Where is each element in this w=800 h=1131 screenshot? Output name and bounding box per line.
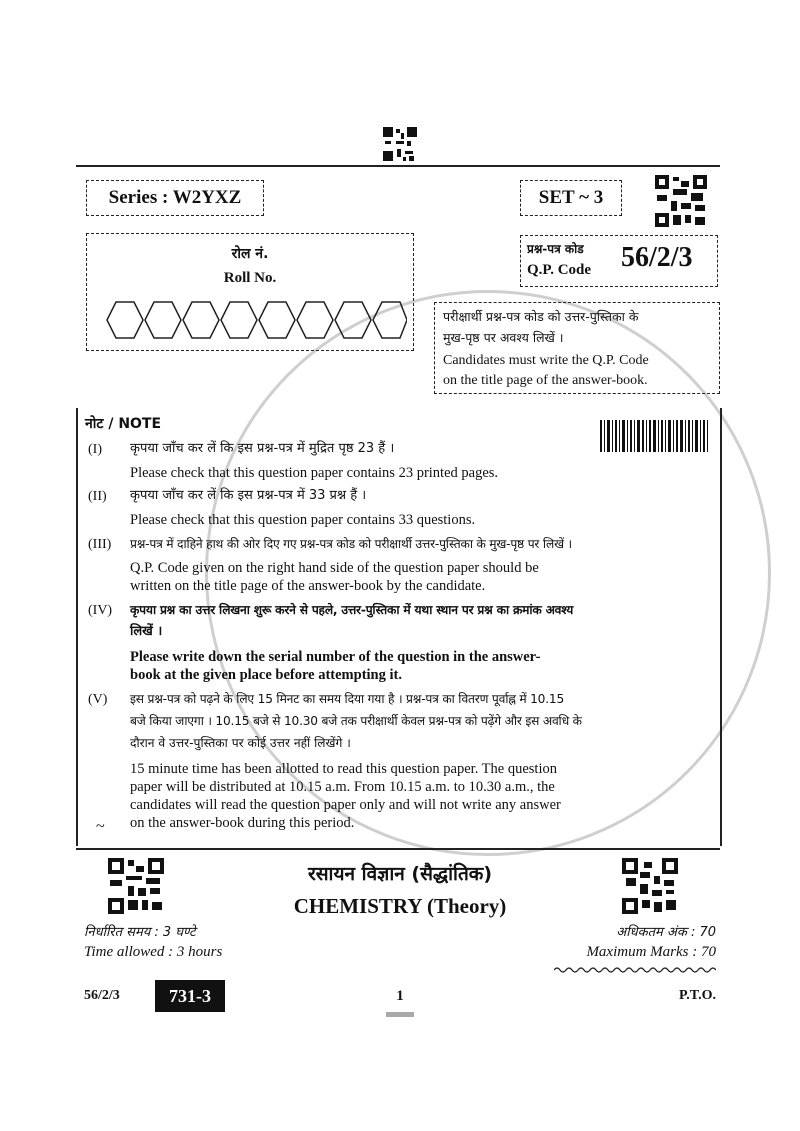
note-3-hindi: प्रश्न-पत्र में दाहिने हाथ की ओर दिए गए प्रश्न-पत्र कोड को परीक्षार्थी उत्तर-पुस्तिका के मुख-पृष्ठ पर लिखें । <box>130 537 572 551</box>
note-2-hindi: कृपया जाँच कर लें कि इस प्रश्न-पत्र में 33 प्रश्न हैं । <box>130 488 367 503</box>
note-5-hindi-3: दौरान वे उत्तर-पुस्तिका पर कोई उत्तर नहीं लिखेंगे । <box>130 736 351 750</box>
note-heading: नोट / NOTE <box>85 416 162 432</box>
roll-number-hexagon-cells[interactable] <box>97 296 407 344</box>
candidate-note-en-2: on the title page of the answer-book. <box>443 373 648 388</box>
qp-code-value: 56/2/3 <box>621 242 693 273</box>
qr-code-left <box>108 858 164 914</box>
note-3-en-1: Q.P. Code given on the right hand side of the question paper should be <box>130 560 539 576</box>
note-1-en: Please check that this question paper contains 23 printed pages. <box>130 465 499 481</box>
footer-code: 56/2/3 <box>84 988 120 1003</box>
time-hindi: निर्धारित समय : 3 घण्टे <box>84 925 196 940</box>
note-num-3: (III) <box>88 537 112 552</box>
candidate-note-hindi-2: मुख-पृष्ठ पर अवश्य लिखें । <box>443 330 564 345</box>
footer-code-box: 731-3 <box>155 980 225 1012</box>
note-tilde: ~ <box>96 818 105 835</box>
time-en: Time allowed : 3 hours <box>84 944 223 960</box>
qp-code-box <box>520 235 718 287</box>
note-5-hindi-2: बजे किया जाएगा । 10.15 बजे से 10.30 बजे तक परीक्षार्थी केवल प्रश्न-पत्र को पढ़ेंगे और इस अवधि के <box>130 714 582 728</box>
note-rule <box>76 848 720 850</box>
note-num-2: (II) <box>88 489 107 504</box>
page-number: 1 <box>396 988 404 1004</box>
candidate-instruction-box <box>434 302 720 394</box>
note-5-en-3: candidates will read the question paper only and will not write any answer <box>130 797 561 813</box>
qr-code-top <box>383 127 417 161</box>
note-4-en-1: Please write down the serial number of the question in the answer- <box>130 649 541 665</box>
qp-label-hindi: प्रश्न-पत्र कोड <box>527 242 584 256</box>
marks-hindi: अधिकतम अंक : 70 <box>616 925 716 940</box>
note-num-5: (V) <box>88 692 108 707</box>
marks-en: Maximum Marks : 70 <box>586 944 716 960</box>
note-5-en-1: 15 minute time has been allotted to read this question paper. The question <box>130 761 557 777</box>
roll-label-en: Roll No. <box>223 270 277 286</box>
series-box: Series : W2YXZ <box>86 180 264 216</box>
wavy-underline <box>554 966 716 974</box>
roll-label-hindi: रोल नं. <box>231 246 269 262</box>
roll-number-box <box>86 233 414 351</box>
qr-code-right <box>622 858 678 914</box>
note-4-hindi-2: लिखें । <box>130 624 163 639</box>
note-2-en: Please check that this question paper contains 33 questions. <box>130 512 476 528</box>
note-1-hindi: कृपया जाँच कर लें कि इस प्रश्न-पत्र में मुद्रित पृष्ठ 23 हैं । <box>130 441 395 456</box>
title-hindi: रसायन विज्ञान (सैद्धांतिक) <box>307 863 493 885</box>
qr-code-set <box>655 175 707 227</box>
note-4-hindi-1: कृपया प्रश्न का उत्तर लिखना शुरू करने से पहले, उत्तर-पुस्तिका में यथा स्थान पर प्रश्न का क्रमांक अवश्य <box>130 603 574 617</box>
title-en-subject: CHEMISTRY <box>293 894 422 918</box>
note-5-hindi-1: इस प्रश्न-पत्र को पढ़ने के लिए 15 मिनट का समय दिया गया है । प्रश्न-पत्र का वितरण पूर्वाह्न में 10.15 <box>130 692 565 706</box>
qp-label-en: Q.P. Code <box>527 262 592 278</box>
header-rule <box>76 165 720 167</box>
page-number-bar <box>386 1012 414 1017</box>
note-num-1: (I) <box>88 442 102 457</box>
title-en <box>200 894 600 919</box>
candidate-note-en-1: Candidates must write the Q.P. Code <box>443 353 649 368</box>
note-5-en-4: on the answer-book during this period. <box>130 815 355 831</box>
candidate-note-hindi-1: परीक्षार्थी प्रश्न-पत्र कोड को उत्तर-पुस्तिका के <box>443 309 639 324</box>
set-box: SET ~ 3 <box>520 180 622 216</box>
pto-label: P.T.O. <box>679 988 716 1003</box>
title-en-theory: (Theory) <box>421 894 507 918</box>
note-num-4: (IV) <box>88 603 113 618</box>
note-3-en-2: written on the title page of the answer-book by the candidate. <box>130 578 486 594</box>
note-4-en-2: book at the given place before attempting it. <box>130 667 402 683</box>
note-5-en-2: paper will be distributed at 10.15 a.m. From 10.15 a.m. to 10.30 a.m., the <box>130 779 555 795</box>
